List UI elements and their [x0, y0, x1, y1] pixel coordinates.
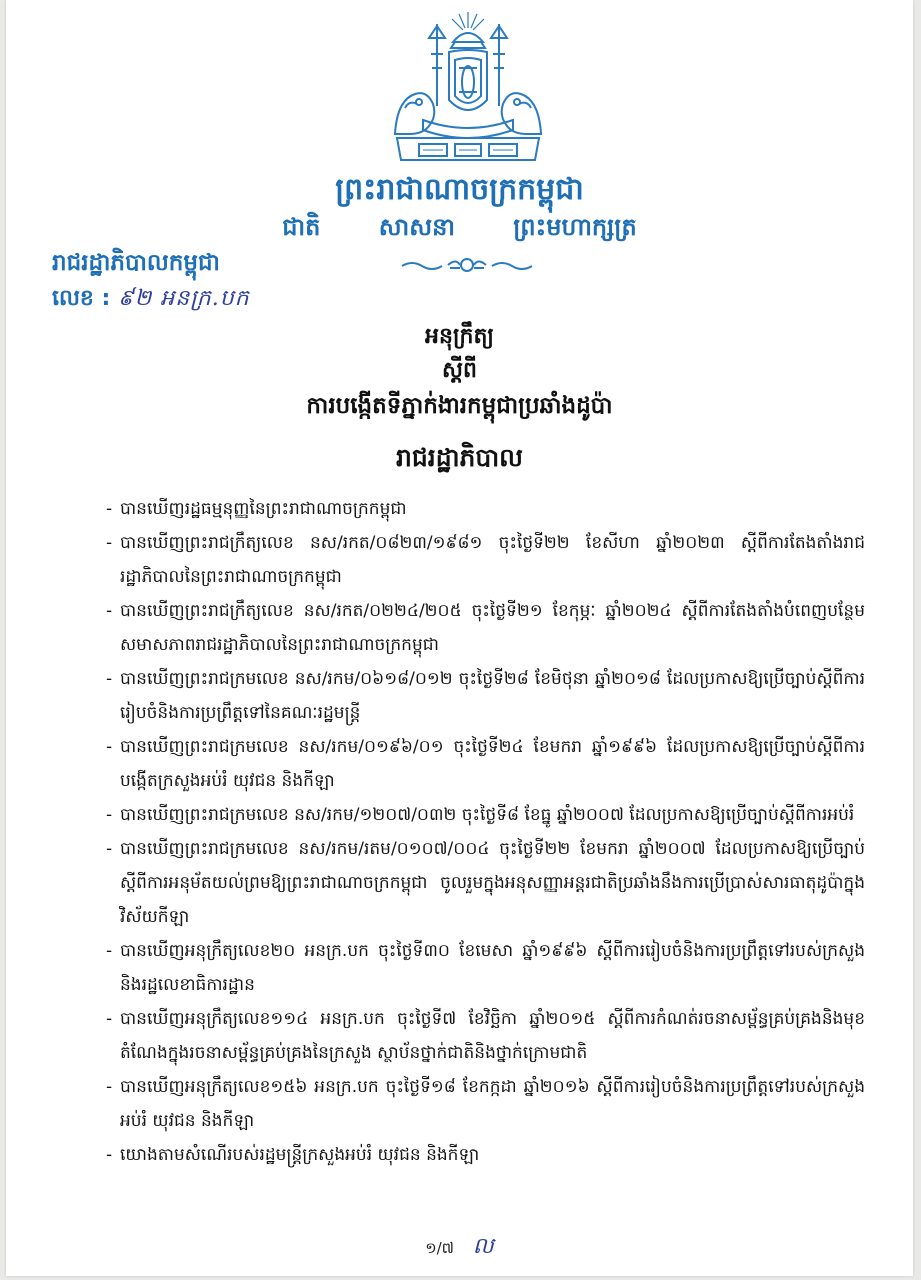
preamble-item: - បានឃើញអនុក្រឹត្យលេខ២០ អនក្រ.បក ចុះថ្ងៃទី៣០ ខែមេសា ឆ្នាំ១៩៩៦ ស្តីពីការរៀបចំនិងការប្រព្រឹត្តទៅរបស់ក្រសួងនិងរដ្ឋលេខាធិការដ្ឋាន	[106, 941, 865, 995]
page-number: ១/៧	[425, 1239, 454, 1257]
reference-number	[52, 283, 250, 315]
document-page	[6, 0, 913, 1276]
preamble-item: - បានឃើញព្រះរាជក្រមលេខ នស/រកម/រតម/០១០៧/០០៤ ចុះថ្ងៃទី២២ ខែមករា ឆ្នាំ២០០៧ ដែលប្រកាសឱ្យប្រើច្បាប់ស្តីពីការអនុម័តយល់ព្រមឱ្យព្រះរាជាណាចក្រកម្ពុជា ចូលរួមក្នុងអនុសញ្ញាអន្តរជាតិប្រឆាំងនឹងការប្រើប្រាស់សារធាតុដូប៉ាក្នុងវិស័យកីឡា	[106, 839, 865, 927]
preamble-item: - យោងតាមសំណើរបស់រដ្ឋមន្ត្រីក្រសួងអប់រំ យុវជន និងកីឡា	[106, 1145, 480, 1165]
royal-arms-emblem-icon	[379, 8, 557, 168]
national-motto	[6, 212, 913, 242]
divider-ornament-icon	[398, 254, 536, 276]
page-footer	[6, 1232, 913, 1264]
about-label: ស្តីពី	[442, 358, 477, 383]
preamble-list	[106, 492, 865, 1172]
document-subject: ការបង្កើតទីភ្នាក់ងារកម្ពុជាប្រឆាំងដូប៉ា	[306, 393, 613, 419]
motto-nation: ជាតិ	[282, 213, 321, 241]
preamble-item: - បានឃើញព្រះរាជក្រមលេខ នស/រកម/១២០៧/០៣២ ចុះថ្ងៃទី៨ ខែធ្នូ ឆ្នាំ២០០៧ ដែលប្រកាសឱ្យប្រើច្បាប់ស្តីពីការអប់រំ	[106, 805, 855, 825]
preamble-item: - បានឃើញព្រះរាជក្រឹត្យលេខ នស/រកត/០៨២៣/១៩៨១ ចុះថ្ងៃទី២២ ខែសីហា ឆ្នាំ២០២៣ ស្តីពីការតែងតាំងរាជរដ្ឋាភិបាលនៃព្រះរាជាណាចក្រកម្ពុជា	[106, 533, 865, 587]
reference-label: លេខ :	[52, 286, 111, 311]
preamble-item: - បានឃើញរដ្ឋធម្មនុញ្ញនៃព្រះរាជាណាចក្រកម្ពុជា	[106, 499, 407, 519]
issuing-authority: រាជរដ្ឋាភិបាល	[396, 443, 523, 472]
handwritten-initial: ល	[472, 1234, 494, 1259]
motto-religion: សាសនា	[378, 213, 455, 241]
preamble-item: - បានឃើញព្រះរាជក្រមលេខ នស/រកម/០១៩៦/០១ ចុះថ្ងៃទី២៤ ខែមករា ឆ្នាំ១៩៩៦ ដែលប្រកាសឱ្យប្រើច្បាប់ស្តីពីការបង្កើតក្រសួងអប់រំ យុវជន និងកីឡា	[106, 737, 865, 791]
document-title-block	[6, 320, 913, 478]
preamble-item: - បានឃើញព្រះរាជក្រឹត្យលេខ នស/រកត/០២២៤/២០៥ ចុះថ្ងៃទី២១ ខែកុម្ភៈ ឆ្នាំ២០២៤ ស្តីពីការតែងតាំងបំពេញបន្ថែមសមាសភាពរាជរដ្ឋាភិបាលនៃព្រះរាជាណាចក្រកម្ពុជា	[106, 601, 865, 655]
preamble-item: - បានឃើញអនុក្រឹត្យលេខ១៥៦ អនក្រ.បក ចុះថ្ងៃទី១៨ ខែកក្កដា ឆ្នាំ២០១៦ ស្តីពីការរៀបចំនិងការប្រព្រឹត្តទៅរបស់ក្រសួងអប់រំ យុវជន និងកីឡា	[106, 1077, 865, 1131]
kingdom-title: ព្រះរាជាណាចក្រកម្ពុជា	[335, 172, 584, 207]
preamble-item: - បានឃើញព្រះរាជក្រមលេខ នស/រកម/០៦១៨/០១២ ចុះថ្ងៃទី២៨ ខែមិថុនា ឆ្នាំ២០១៨ ដែលប្រកាសឱ្យប្រើច្បាប់ស្តីពីការរៀបចំនិងការប្រព្រឹត្តទៅនៃគណៈរដ្ឋមន្ត្រី	[106, 669, 865, 723]
issuing-government: រាជរដ្ឋាភិបាលកម្ពុជា	[52, 250, 220, 276]
motto-king: ព្រះមហាក្សត្រ	[513, 213, 637, 241]
preamble-item: - បានឃើញអនុក្រឹត្យលេខ១១៤ អនក្រ.បក ចុះថ្ងៃទី៧ ខែវិច្ឆិកា ឆ្នាំ២០១៥ ស្តីពីការកំណត់រចនាសម្ព័ន្ធគ្រប់គ្រងនិងមុខតំណែងក្នុងរចនាសម្ព័ន្ធគ្រប់គ្រងនៃក្រសួង ស្ថាប័នថ្នាក់ជាតិនិងថ្នាក់ក្រោមជាតិ	[106, 1009, 865, 1063]
reference-handwritten-number: ៩២ អនក្រ.បក	[118, 286, 250, 311]
document-type: អនុក្រឹត្យ	[425, 324, 494, 349]
